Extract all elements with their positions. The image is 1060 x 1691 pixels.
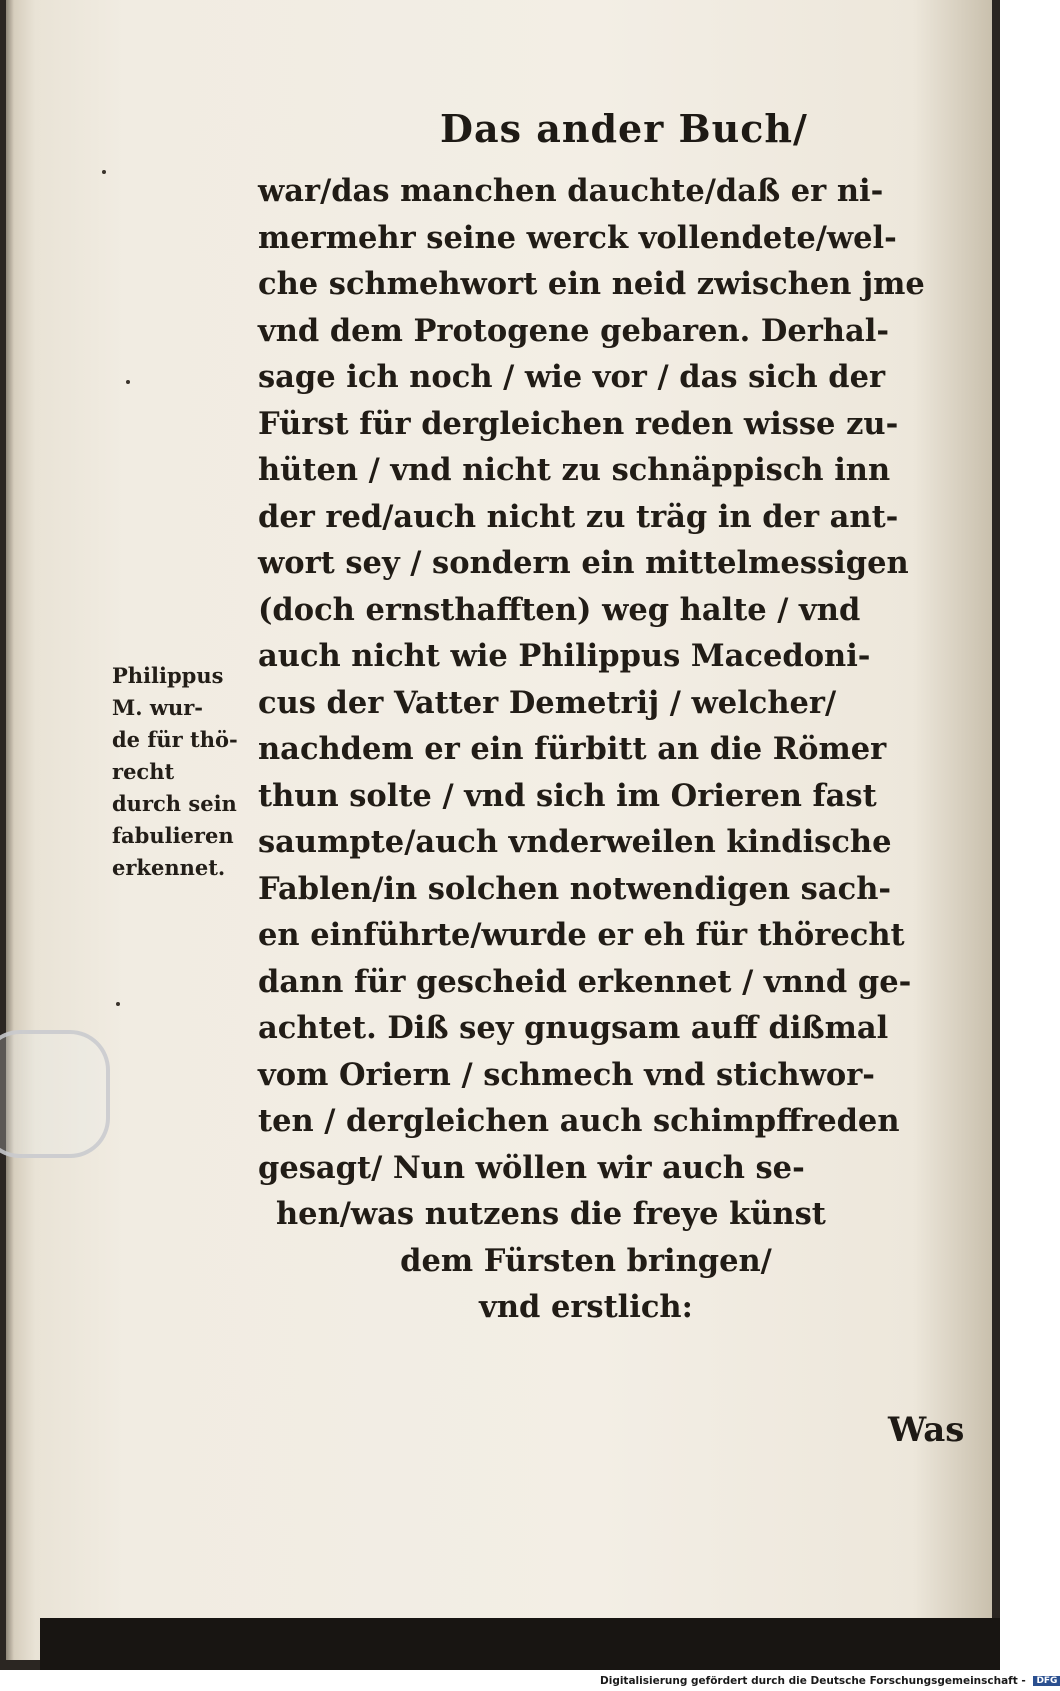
text-line: dann für gescheid erkennet / vnnd ge-	[258, 963, 912, 1000]
text-line: war/das manchen dauchte/daß er ni-	[258, 173, 884, 209]
text-line: thun solte / vnd sich im Orieren fast	[258, 777, 877, 814]
ink-fleck	[116, 1002, 120, 1006]
scan-bottom-border	[40, 1618, 1000, 1670]
text-line: Fablen/in solchen notwendigen sach-	[258, 870, 892, 907]
ink-fleck	[102, 170, 106, 174]
text-line: sage ich noch / wie vor / das sich der	[258, 359, 886, 395]
text-line: hüten / vnd nicht zu schnäppisch inn	[258, 452, 891, 488]
text-line: vnd erstlich:	[479, 1289, 693, 1325]
text-line: en einführte/wurde er eh für thörecht	[258, 917, 905, 953]
text-line: Fürst für dergleichen reden wisse zu-	[258, 405, 899, 442]
text-line: nachdem er ein fürbitt an die Römer	[258, 731, 887, 767]
dfg-logo-icon: DFG	[1033, 1676, 1060, 1686]
text-line: cus der Vatter Demetrij / welcher/	[258, 684, 837, 721]
running-head: Das ander Buch/	[440, 106, 808, 151]
digitization-footer	[600, 1675, 1060, 1687]
marginal-line: erkennet.	[112, 855, 226, 880]
text-line: achtet. Diß sey gnugsam auff dißmal	[258, 1010, 889, 1046]
text-line: gesagt/ Nun wöllen wir auch se-	[258, 1149, 805, 1186]
page-clip	[0, 1030, 110, 1158]
marginal-line: fabulieren	[112, 823, 234, 848]
text-line: mermehr seine werck vollendete/wel-	[258, 219, 897, 256]
text-line: dem Fürsten bringen/	[400, 1242, 772, 1279]
text-line: saumpte/auch vnderweilen kindische	[258, 824, 892, 860]
marginal-line: Philippus	[112, 663, 224, 688]
text-line: ten / dergleichen auch schimpffreden	[258, 1103, 900, 1139]
marginal-line: durch sein	[112, 791, 237, 816]
text-line: (doch ernsthafften) weg halte / vnd	[258, 591, 861, 628]
footer-text: Digitalisierung gefördert durch die Deutsche Forschungsgemeinschaft -	[600, 1675, 1026, 1687]
text-line: wort sey / sondern ein mittelmessigen	[258, 545, 909, 581]
catchword: Was	[888, 1410, 965, 1450]
marginal-note	[112, 660, 262, 884]
text-line: auch nicht wie Philippus Macedoni-	[258, 638, 871, 674]
page-gutter-edge	[6, 0, 14, 1660]
main-text-block	[258, 168, 974, 1331]
text-line: che schmehwort ein neid zwischen jme	[258, 266, 925, 302]
text-line: vnd dem Protogene gebaren. Derhal-	[258, 312, 889, 349]
text-line: vom Oriern / schmech vnd stichwor-	[258, 1056, 875, 1093]
marginal-line: de für thö-	[112, 727, 238, 752]
text-line: der red/auch nicht zu träg in der ant-	[258, 498, 899, 535]
marginal-line: recht	[112, 759, 175, 784]
ink-fleck	[126, 380, 130, 384]
marginal-line: M. wur-	[112, 695, 203, 720]
text-line: hen/was nutzens die freye künst	[276, 1196, 826, 1232]
